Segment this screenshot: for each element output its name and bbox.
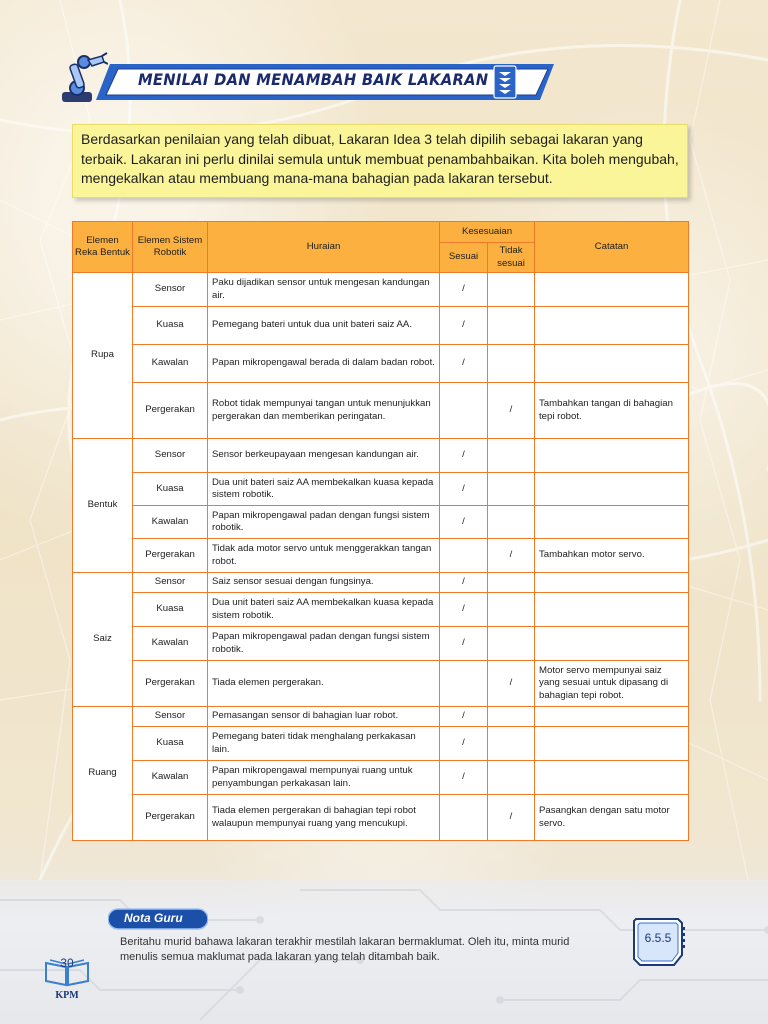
page-number: 30 (60, 956, 74, 970)
description-cell: Tiada elemen pergerakan di bahagian tepi robot walaupun mempunyai ruang yang mencukupi. (208, 795, 440, 841)
table-row (73, 383, 689, 439)
table-row (73, 506, 689, 539)
system-cell: Kuasa (133, 727, 208, 761)
table-row (73, 795, 689, 841)
tidak-sesuai-mark: / (488, 383, 535, 439)
description-cell: Papan mikropengawal padan dengan fungsi sistem robotik. (208, 506, 440, 539)
notes-cell (535, 307, 689, 345)
description-cell: Paku dijadikan sensor untuk mengesan kandungan air. (208, 273, 440, 307)
table-row (73, 473, 689, 506)
notes-cell: Pasangkan dengan satu motor servo. (535, 795, 689, 841)
notes-cell (535, 345, 689, 383)
notes-cell (535, 273, 689, 307)
tidak-sesuai-mark (488, 593, 535, 627)
group-label: Bentuk (73, 439, 133, 573)
group-label: Saiz (73, 573, 133, 707)
table-row (73, 727, 689, 761)
header-catatan: Catatan (535, 222, 689, 273)
table-row (73, 707, 689, 727)
table-row (73, 761, 689, 795)
system-cell: Sensor (133, 573, 208, 593)
table-row (73, 307, 689, 345)
table-row (73, 661, 689, 707)
notes-cell (535, 761, 689, 795)
description-cell: Saiz sensor sesuai dengan fungsinya. (208, 573, 440, 593)
system-cell: Sensor (133, 707, 208, 727)
nota-guru-text: Beritahu murid bahawa lakaran terakhir mestilah lakaran bermaklumat. Oleh itu, minta murid menulis semua maklumat pada lakaran yang telah ditambah baik. (120, 936, 570, 963)
description-cell: Papan mikropengawal padan dengan fungsi sistem robotik. (208, 627, 440, 661)
tidak-sesuai-mark: / (488, 795, 535, 841)
notes-cell (535, 506, 689, 539)
tidak-sesuai-mark (488, 307, 535, 345)
page-title: MENILAI DAN MENAMBAH BAIK LAKARAN (138, 70, 489, 89)
description-cell: Tidak ada motor servo untuk menggerakkan tangan robot. (208, 539, 440, 573)
intro-text: Berdasarkan penilaian yang telah dibuat, Lakaran Idea 3 telah dipilih sebagai lakaran yang terbaik. Lakaran ini perlu dinilai semula untuk membuat penambahbaikan. Kita boleh mengubah, mengekalkan atau membuang mana-mana bahagian pada lakaran tersebut. (81, 131, 679, 186)
header-elemen-reka-bentuk: Elemen Reka Bentuk (73, 222, 133, 273)
table-row (73, 539, 689, 573)
sesuai-mark (440, 795, 488, 841)
group-label: Ruang (73, 707, 133, 841)
system-cell: Pergerakan (133, 795, 208, 841)
sesuai-mark: / (440, 761, 488, 795)
system-cell: Kawalan (133, 627, 208, 661)
tidak-sesuai-mark (488, 761, 535, 795)
system-cell: Kuasa (133, 307, 208, 345)
group-label: Rupa (73, 273, 133, 439)
sesuai-mark: / (440, 273, 488, 307)
tidak-sesuai-mark: / (488, 661, 535, 707)
system-cell: Kuasa (133, 473, 208, 506)
table-row (73, 627, 689, 661)
system-cell: Sensor (133, 273, 208, 307)
description-cell: Dua unit bateri saiz AA membekalkan kuasa kepada sistem robotik. (208, 593, 440, 627)
sesuai-mark: / (440, 439, 488, 473)
description-cell: Pemegang bateri tidak menghalang perkakasan lain. (208, 727, 440, 761)
notes-cell: Tambahkan motor servo. (535, 539, 689, 573)
sesuai-mark: / (440, 345, 488, 383)
table-row (73, 573, 689, 593)
intro-box (72, 124, 688, 198)
tidak-sesuai-mark: / (488, 539, 535, 573)
table-row (73, 439, 689, 473)
sesuai-mark: / (440, 707, 488, 727)
sesuai-mark: / (440, 473, 488, 506)
notes-cell: Tambahkan tangan di bahagian tepi robot. (535, 383, 689, 439)
table-row (73, 345, 689, 383)
description-cell: Papan mikropengawal mempunyai ruang untuk penyambungan perkakasan lain. (208, 761, 440, 795)
description-cell: Pemegang bateri untuk dua unit bateri saiz AA. (208, 307, 440, 345)
tidak-sesuai-mark (488, 627, 535, 661)
notes-cell (535, 593, 689, 627)
notes-cell (535, 627, 689, 661)
tidak-sesuai-mark (488, 506, 535, 539)
notes-cell (535, 439, 689, 473)
description-cell: Tiada elemen pergerakan. (208, 661, 440, 707)
table-row (73, 273, 689, 307)
notes-cell (535, 727, 689, 761)
description-cell: Pemasangan sensor di bahagian luar robot. (208, 707, 440, 727)
sesuai-mark: / (440, 307, 488, 345)
tidak-sesuai-mark (488, 473, 535, 506)
sesuai-mark: / (440, 506, 488, 539)
system-cell: Pergerakan (133, 539, 208, 573)
header-huraian: Huraian (208, 222, 440, 273)
standard-code: 6.5.5 (644, 931, 672, 945)
sesuai-mark: / (440, 573, 488, 593)
description-cell: Robot tidak mempunyai tangan untuk menunjukkan pergerakan dan memberikan peringatan. (208, 383, 440, 439)
tidak-sesuai-mark (488, 727, 535, 761)
description-cell: Dua unit bateri saiz AA membekalkan kuasa kepada sistem robotik. (208, 473, 440, 506)
tidak-sesuai-mark (488, 273, 535, 307)
system-cell: Kawalan (133, 506, 208, 539)
notes-cell (535, 473, 689, 506)
tidak-sesuai-mark (488, 439, 535, 473)
evaluation-table (72, 221, 689, 841)
tidak-sesuai-mark (488, 707, 535, 727)
header-kesesuaian: Kesesuaian (440, 222, 535, 243)
notes-cell: Motor servo mempunyai saiz yang sesuai untuk dipasang di bahagian tepi robot. (535, 661, 689, 707)
sesuai-mark (440, 539, 488, 573)
system-cell: Kuasa (133, 593, 208, 627)
sesuai-mark: / (440, 627, 488, 661)
system-cell: Pergerakan (133, 383, 208, 439)
sesuai-mark (440, 383, 488, 439)
tidak-sesuai-mark (488, 573, 535, 593)
system-cell: Pergerakan (133, 661, 208, 707)
header-elemen-sistem-robotik: Elemen Sistem Robotik (133, 222, 208, 273)
table-row (73, 593, 689, 627)
header-tidak-sesuai: Tidak sesuai (488, 243, 535, 273)
header-sesuai: Sesuai (440, 243, 488, 273)
system-cell: Kawalan (133, 761, 208, 795)
system-cell: Kawalan (133, 345, 208, 383)
description-cell: Sensor berkeupayaan mengesan kandungan air. (208, 439, 440, 473)
notes-cell (535, 573, 689, 593)
publisher-label: KPM (55, 990, 79, 1001)
sesuai-mark (440, 661, 488, 707)
tidak-sesuai-mark (488, 345, 535, 383)
notes-cell (535, 707, 689, 727)
nota-guru-label: Nota Guru (124, 911, 183, 925)
description-cell: Papan mikropengawal berada di dalam badan robot. (208, 345, 440, 383)
sesuai-mark: / (440, 593, 488, 627)
sesuai-mark: / (440, 727, 488, 761)
system-cell: Sensor (133, 439, 208, 473)
